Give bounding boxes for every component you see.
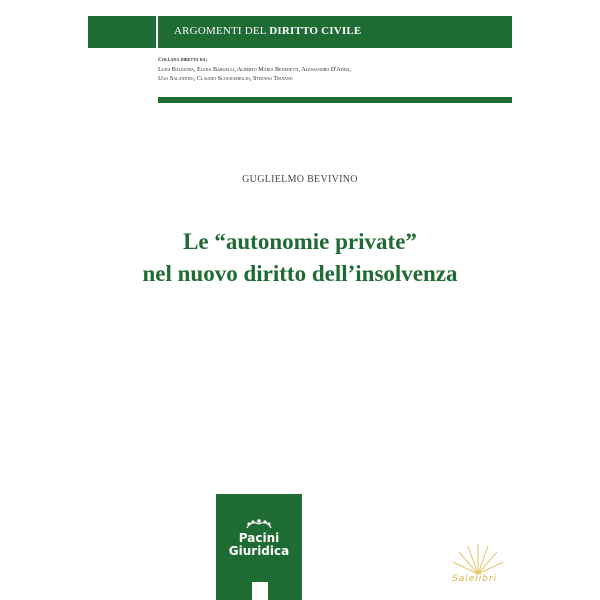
series-band: [88, 16, 512, 48]
publisher-line-2: Giuridica: [228, 544, 290, 558]
series-name: DIRITTO CIVILE: [269, 25, 362, 37]
author-name: GUGLIELMO BEVIVINO: [242, 174, 358, 185]
title-line-2: nel nuovo diritto dell’insolvenza: [142, 261, 458, 286]
book-cover: [88, 0, 512, 600]
title-line-1: Le “autonomie private”: [183, 229, 417, 254]
publisher-name: [216, 532, 302, 558]
laurel-wreath-icon: [243, 518, 275, 530]
watermark-text: Salelibri: [452, 574, 498, 584]
band-divider: [156, 16, 158, 48]
series-directors: [158, 56, 508, 83]
series-rule: [158, 97, 512, 103]
publisher-line-1: Pacini: [238, 531, 280, 545]
publisher-logo: [216, 494, 302, 600]
logo-notch: [252, 582, 268, 600]
directors-line-1: Luigi Balestra, Elena Bargelli, Alberto Maria Benedetti, Alessandro D'Adda,: [158, 66, 352, 73]
series-prefix: ARGOMENTI DEL: [174, 25, 270, 37]
book-title: [88, 226, 512, 290]
directors-label: Collana diretta da:: [158, 57, 208, 63]
series-title: [174, 25, 361, 37]
directors-line-2: Ugo Salanitro, Claudio Scognamiglio, Stefano Troiano: [158, 75, 293, 82]
